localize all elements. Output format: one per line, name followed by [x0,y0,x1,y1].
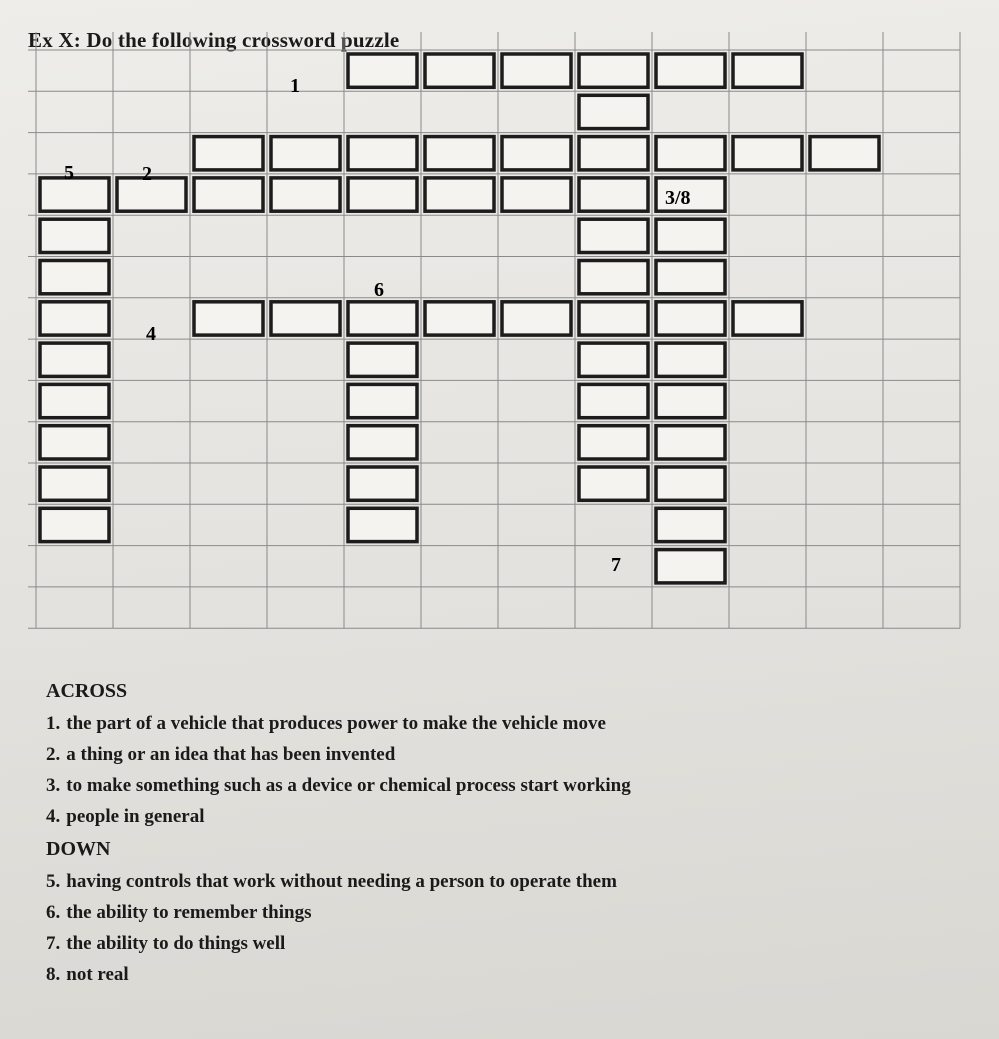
answer-box[interactable] [733,54,802,87]
answer-box[interactable] [733,302,802,335]
answer-box[interactable] [425,302,494,335]
answer-box[interactable] [40,343,109,376]
answer-box[interactable] [271,302,340,335]
clue-text: not real [66,964,129,985]
answer-box[interactable] [579,261,648,294]
answer-box[interactable] [348,302,417,335]
answer-box[interactable] [656,508,725,541]
answer-box[interactable] [656,343,725,376]
answer-box[interactable] [502,54,571,87]
answer-box[interactable] [502,178,571,211]
exercise-title: Ex X: Do the following crossword puzzle [28,28,400,52]
answer-box[interactable] [656,261,725,294]
answer-box[interactable] [656,467,725,500]
answer-box[interactable] [656,54,725,87]
answer-box[interactable] [579,467,648,500]
answer-box[interactable] [348,54,417,87]
answer-box[interactable] [656,219,725,252]
answer-box[interactable] [656,137,725,170]
answer-box[interactable] [40,302,109,335]
label-4: 4 [146,323,156,345]
answer-box[interactable] [348,508,417,541]
answer-box[interactable] [579,178,648,211]
clue-text: the part of a vehicle that produces power to make the vehicle move [66,713,606,734]
answer-box[interactable] [348,343,417,376]
answer-box[interactable] [656,384,725,417]
answer-box[interactable] [194,178,263,211]
answer-box[interactable] [40,178,109,211]
clue-number: 1. [46,713,61,734]
clue-number: 4. [46,806,61,827]
answer-box[interactable] [656,426,725,459]
clue-text: to make something such as a device or chemical process start working [66,775,631,796]
answer-box[interactable] [348,426,417,459]
clue-text: the ability to remember things [66,902,312,923]
down-clue-6 [46,901,946,925]
clue-number: 2. [46,744,61,765]
answer-box[interactable] [425,137,494,170]
answer-box[interactable] [579,302,648,335]
answer-box[interactable] [40,384,109,417]
clue-number: 6. [46,902,61,923]
answer-box[interactable] [810,137,879,170]
down-clue-7 [46,932,946,956]
answer-box[interactable] [348,384,417,417]
answer-box[interactable] [656,550,725,583]
label-5: 5 [64,162,74,184]
clue-number: 8. [46,964,61,985]
answer-box[interactable] [348,467,417,500]
across-clue-1 [46,712,946,736]
label-1: 1 [290,75,300,97]
clue-text: a thing or an idea that has been invented [66,744,396,765]
across-clue-4 [46,805,946,829]
answer-box[interactable] [425,54,494,87]
answer-box[interactable] [40,467,109,500]
answer-box[interactable] [579,137,648,170]
clue-number: 7. [46,933,61,954]
answer-box[interactable] [271,178,340,211]
clue-text: people in general [66,806,205,827]
answer-box[interactable] [348,137,417,170]
down-clue-5 [46,870,946,894]
answer-box[interactable] [579,426,648,459]
answer-box[interactable] [194,302,263,335]
clue-number: 5. [46,871,61,892]
label-3-8: 3/8 [665,187,691,209]
down-heading: DOWN [46,838,111,860]
answer-box[interactable] [579,219,648,252]
answer-box[interactable] [348,178,417,211]
answer-box[interactable] [502,137,571,170]
answer-box[interactable] [40,219,109,252]
label-2: 2 [142,163,152,185]
clue-list [46,678,946,994]
answer-box[interactable] [40,426,109,459]
answer-box[interactable] [502,302,571,335]
down-clue-8 [46,963,946,987]
across-heading: ACROSS [46,680,128,702]
answer-box[interactable] [579,343,648,376]
answer-box[interactable] [40,261,109,294]
answer-box[interactable] [194,137,263,170]
clue-text: having controls that work without needing a person to operate them [66,871,617,892]
answer-box[interactable] [579,95,648,128]
across-clue-2 [46,743,946,767]
answer-box[interactable] [656,302,725,335]
answer-box[interactable] [579,54,648,87]
answer-box[interactable] [40,508,109,541]
clue-number: 3. [46,775,61,796]
clue-text: the ability to do things well [66,933,286,954]
across-clue-3 [46,774,946,798]
answer-box[interactable] [733,137,802,170]
answer-box[interactable] [425,178,494,211]
answer-boxes [40,54,879,583]
answer-box[interactable] [579,384,648,417]
label-6: 6 [374,279,384,301]
label-7: 7 [611,554,621,576]
answer-box[interactable] [271,137,340,170]
